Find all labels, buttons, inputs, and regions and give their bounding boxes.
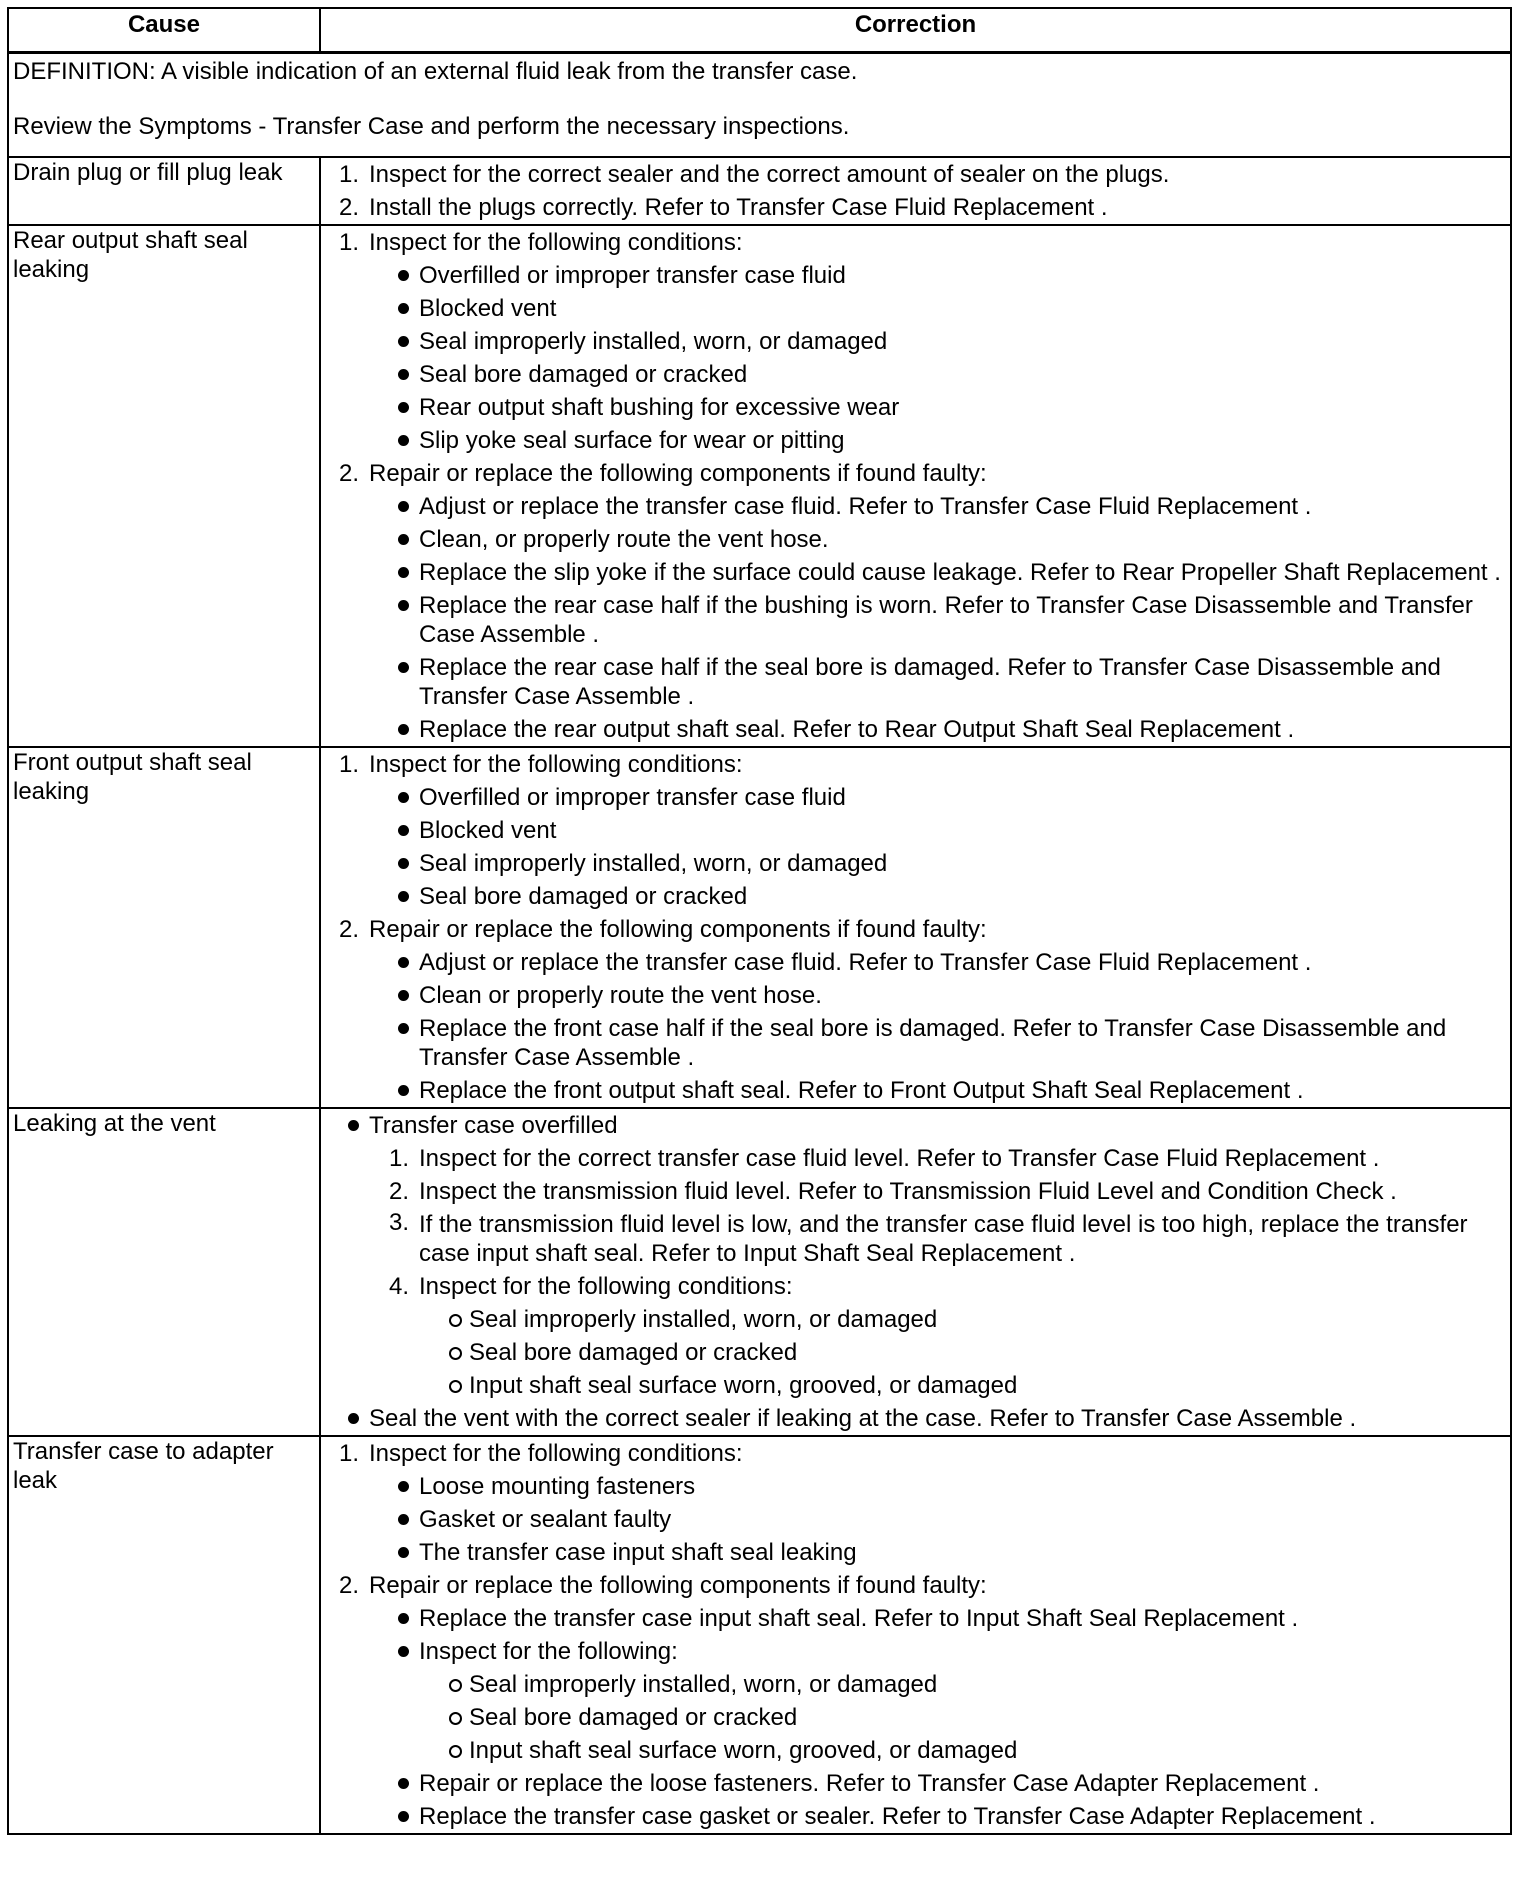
list-item-text: Overfilled or improper transfer case fluid <box>419 262 846 289</box>
definition-row <box>8 53 1511 158</box>
definition-cell <box>8 53 1511 158</box>
list-item <box>325 556 1506 589</box>
bullet-icon <box>398 825 409 836</box>
list-item-text: Replace the front output shaft seal. Refer to Front Output Shaft Seal Replacement . <box>419 1077 1304 1104</box>
step <box>325 1270 1506 1303</box>
list-item-text: Loose mounting fasteners <box>419 1473 696 1500</box>
correction-header: Correction <box>320 8 1511 53</box>
list-item <box>325 358 1506 391</box>
bullet-icon <box>398 600 409 611</box>
list-item <box>325 713 1506 746</box>
list-item <box>325 391 1506 424</box>
list-item-text: Replace the rear case half if the seal bore is damaged. Refer to Transfer Case Disassemble and Transfer Case Assemble . <box>419 654 1441 710</box>
bullet-icon <box>398 1613 409 1624</box>
bullet-icon <box>398 1481 409 1492</box>
list-item <box>325 1470 1506 1503</box>
bullet-icon <box>398 567 409 578</box>
list-item-text: Adjust or replace the transfer case fluid. Refer to Transfer Case Fluid Replacement . <box>419 493 1312 520</box>
definition-text: DEFINITION: A visible indication of an external fluid leak from the transfer case. <box>13 58 858 85</box>
list-item-text: Repair or replace the loose fasteners. Refer to Transfer Case Adapter Replacement . <box>419 1770 1320 1797</box>
step <box>325 1175 1506 1208</box>
bullet-icon <box>398 336 409 347</box>
list-item-text: Seal the vent with the correct sealer if leaking at the case. Refer to Transfer Case Assemble . <box>369 1405 1357 1432</box>
list-item-text: Blocked vent <box>419 817 557 844</box>
list-item <box>325 1303 1506 1336</box>
step-text: Repair or replace the following components if found faulty: <box>369 460 987 487</box>
step-text: Inspect for the following conditions: <box>419 1273 793 1300</box>
step-text: Install the plugs correctly. Refer to Transfer Case Fluid Replacement . <box>369 194 1108 221</box>
list-item-text: Transfer case overfilled <box>369 1112 618 1139</box>
list-item <box>325 1635 1506 1668</box>
step-number: 4. <box>389 1273 410 1300</box>
list-item-text: Seal improperly installed, worn, or damaged <box>469 1306 938 1333</box>
bullet-icon <box>398 1778 409 1789</box>
list-item <box>325 1369 1506 1402</box>
list-item-text: Replace the rear case half if the bushing is worn. Refer to Transfer Case Disassemble and Transfer Case Assemble . <box>419 592 1473 648</box>
list-item-text: Replace the transfer case input shaft seal. Refer to Input Shaft Seal Replacement . <box>419 1605 1299 1632</box>
cause-cell: Leaking at the vent <box>8 1108 320 1436</box>
step <box>325 1208 1506 1270</box>
list-item <box>325 1602 1506 1635</box>
list-item-text: Seal improperly installed, worn, or damaged <box>469 1671 938 1698</box>
list-item <box>325 1402 1506 1435</box>
bullet-icon <box>398 1811 409 1822</box>
cause-cell: Transfer case to adapter leak <box>8 1436 320 1834</box>
list-item-text: Seal bore damaged or cracked <box>469 1339 798 1366</box>
bullet-icon <box>398 369 409 380</box>
table-row <box>8 1108 1511 1436</box>
list-item <box>325 814 1506 847</box>
list-item <box>325 880 1506 913</box>
header-row <box>8 8 1511 53</box>
bullet-icon <box>398 858 409 869</box>
bullet-icon <box>398 303 409 314</box>
bullet-icon <box>398 724 409 735</box>
list-item <box>325 1536 1506 1569</box>
list-item-text: Adjust or replace the transfer case fluid. Refer to Transfer Case Fluid Replacement . <box>419 949 1312 976</box>
step-text: Inspect for the correct sealer and the correct amount of sealer on the plugs. <box>369 161 1170 188</box>
list-item <box>325 1668 1506 1701</box>
bullet-icon <box>398 662 409 673</box>
step <box>325 226 1506 259</box>
bullet-icon <box>398 891 409 902</box>
step-text: If the transmission fluid level is low, and the transfer case fluid level is too high, replace the transfer case input shaft seal. Refer to Input Shaft Seal Replacement . <box>419 1211 1468 1267</box>
step-number: 3. <box>389 1209 410 1236</box>
list-item-text: Replace the rear output shaft seal. Refer to Rear Output Shaft Seal Replacement . <box>419 716 1295 743</box>
step-text: Repair or replace the following components if found faulty: <box>369 916 987 943</box>
list-item <box>325 1074 1506 1107</box>
list-item <box>325 259 1506 292</box>
list-item-text: Inspect for the following: <box>419 1638 678 1665</box>
table-row <box>8 747 1511 1108</box>
correction-cell <box>320 225 1511 747</box>
circle-bullet-icon <box>449 1347 462 1360</box>
step-text: Inspect for the following conditions: <box>369 229 743 256</box>
step <box>325 913 1506 946</box>
list-item-text: Seal improperly installed, worn, or damaged <box>419 850 888 877</box>
cause-cell: Drain plug or fill plug leak <box>8 157 320 225</box>
step <box>325 1142 1506 1175</box>
list-item-text: Blocked vent <box>419 295 557 322</box>
list-item <box>325 781 1506 814</box>
step <box>325 748 1506 781</box>
list-item-text: Replace the slip yoke if the surface could cause leakage. Refer to Rear Propeller Shaft Replacement . <box>419 559 1501 586</box>
step-text: Inspect for the following conditions: <box>369 751 743 778</box>
circle-bullet-icon <box>449 1745 462 1758</box>
bullet-icon <box>398 957 409 968</box>
bullet-icon <box>398 1023 409 1034</box>
step-number: 2. <box>339 1572 360 1599</box>
correction-cell <box>320 747 1511 1108</box>
step-number: 1. <box>339 229 360 256</box>
bullet-icon <box>398 1547 409 1558</box>
bullet-icon <box>398 402 409 413</box>
step-text: Inspect for the following conditions: <box>369 1440 743 1467</box>
circle-bullet-icon <box>449 1679 462 1692</box>
step-number: 2. <box>389 1178 410 1205</box>
step-text: Inspect the transmission fluid level. Refer to Transmission Fluid Level and Condition Check . <box>419 1178 1397 1205</box>
step-number: 1. <box>339 751 360 778</box>
step <box>325 158 1506 191</box>
cause-cell: Front output shaft seal leaking <box>8 747 320 1108</box>
step <box>325 1437 1506 1470</box>
list-item <box>325 651 1506 713</box>
table-row <box>8 157 1511 225</box>
step-number: 2. <box>339 460 360 487</box>
correction-cell <box>320 1436 1511 1834</box>
list-item <box>325 847 1506 880</box>
list-item-text: Clean or properly route the vent hose. <box>419 982 822 1009</box>
list-item-text: Overfilled or improper transfer case fluid <box>419 784 846 811</box>
diagnostic-table <box>7 7 1512 1835</box>
list-item-text: Replace the transfer case gasket or sealer. Refer to Transfer Case Adapter Replacement . <box>419 1803 1376 1830</box>
table-row <box>8 225 1511 747</box>
list-item-text: Input shaft seal surface worn, grooved, or damaged <box>469 1372 1018 1399</box>
list-item <box>325 589 1506 651</box>
circle-bullet-icon <box>449 1712 462 1725</box>
cause-header: Cause <box>8 8 320 53</box>
step-number: 1. <box>339 1440 360 1467</box>
list-item <box>325 1734 1506 1767</box>
list-item-text: Slip yoke seal surface for wear or pitting <box>419 427 845 454</box>
correction-cell <box>320 1108 1511 1436</box>
list-item <box>325 325 1506 358</box>
bullet-icon <box>348 1120 359 1131</box>
list-item <box>325 523 1506 556</box>
step-number: 2. <box>339 916 360 943</box>
bullet-icon <box>398 534 409 545</box>
bullet-icon <box>398 270 409 281</box>
cause-cell: Rear output shaft seal leaking <box>8 225 320 747</box>
list-item-text: Rear output shaft bushing for excessive wear <box>419 394 900 421</box>
bullet-icon <box>398 990 409 1001</box>
list-item <box>325 946 1506 979</box>
list-item-text: The transfer case input shaft seal leaking <box>419 1539 857 1566</box>
list-item-text: Seal bore damaged or cracked <box>469 1704 798 1731</box>
step <box>325 1569 1506 1602</box>
step <box>325 457 1506 490</box>
list-item <box>325 1336 1506 1369</box>
step-number: 2. <box>339 194 360 221</box>
list-item <box>325 1767 1506 1800</box>
step <box>325 191 1506 224</box>
list-item <box>325 1701 1506 1734</box>
bullet-icon <box>398 435 409 446</box>
list-item-text: Seal improperly installed, worn, or damaged <box>419 328 888 355</box>
bullet-icon <box>398 1514 409 1525</box>
list-item <box>325 979 1506 1012</box>
table-row <box>8 1436 1511 1834</box>
correction-cell <box>320 157 1511 225</box>
step-number: 1. <box>339 161 360 188</box>
step-number: 1. <box>389 1145 410 1172</box>
circle-bullet-icon <box>449 1380 462 1393</box>
list-item-text: Seal bore damaged or cracked <box>419 361 748 388</box>
list-item-text: Seal bore damaged or cracked <box>419 883 748 910</box>
review-text: Review the Symptoms - Transfer Case and perform the necessary inspections. <box>13 113 850 140</box>
step-text: Repair or replace the following components if found faulty: <box>369 1572 987 1599</box>
list-item-text: Replace the front case half if the seal bore is damaged. Refer to Transfer Case Disassemble and Transfer Case Assemble . <box>419 1015 1447 1071</box>
bullet-icon <box>398 792 409 803</box>
list-item <box>325 292 1506 325</box>
list-item <box>325 1800 1506 1833</box>
list-item <box>325 1012 1506 1074</box>
list-item <box>325 1109 1506 1142</box>
list-item <box>325 424 1506 457</box>
list-item-text: Input shaft seal surface worn, grooved, or damaged <box>469 1737 1018 1764</box>
list-item <box>325 1503 1506 1536</box>
bullet-icon <box>398 1646 409 1657</box>
bullet-icon <box>398 1085 409 1096</box>
circle-bullet-icon <box>449 1314 462 1327</box>
list-item-text: Clean, or properly route the vent hose. <box>419 526 829 553</box>
list-item-text: Gasket or sealant faulty <box>419 1506 672 1533</box>
step-text: Inspect for the correct transfer case fluid level. Refer to Transfer Case Fluid Replacement . <box>419 1145 1380 1172</box>
list-item <box>325 490 1506 523</box>
bullet-icon <box>398 501 409 512</box>
bullet-icon <box>348 1413 359 1424</box>
